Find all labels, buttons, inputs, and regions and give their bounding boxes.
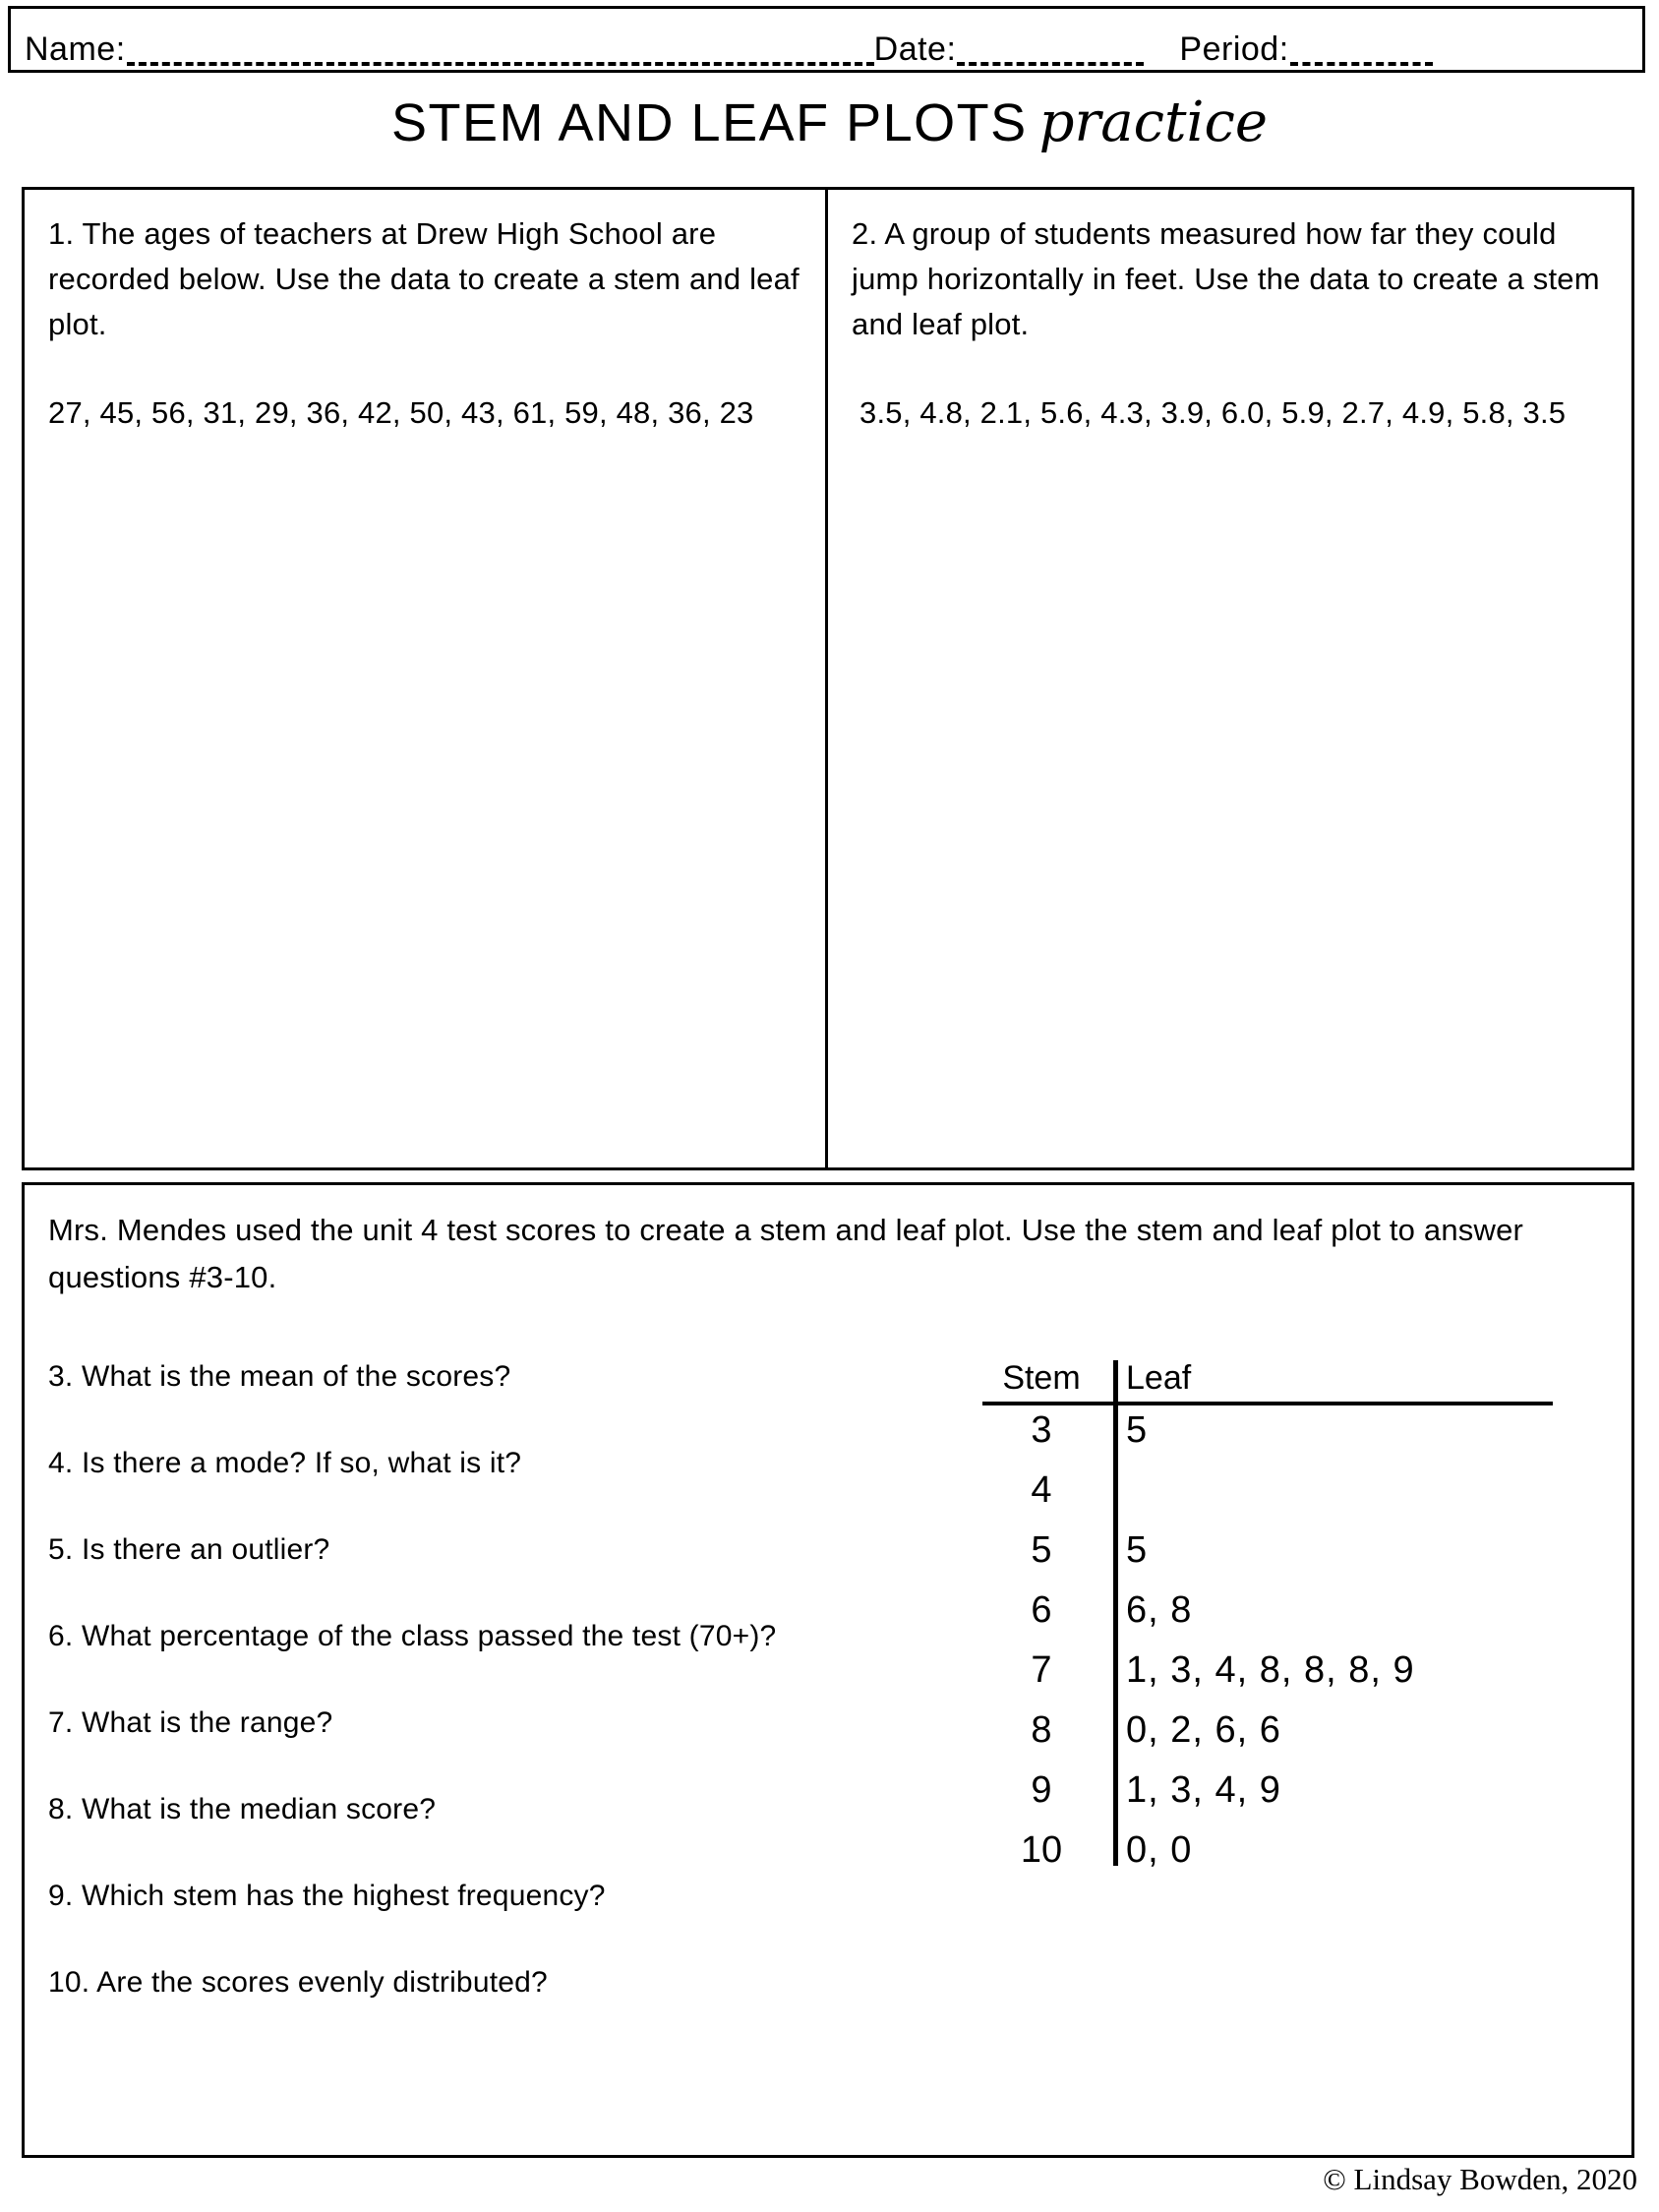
stem-and-leaf-plot — [963, 1358, 1608, 2051]
worksheet-title — [0, 90, 1659, 154]
stem-leaf-row — [982, 1591, 1553, 1651]
question-item-5: 5. Is there an outlier? — [48, 1533, 330, 1566]
title-main-text: STEM AND LEAF PLOTS — [391, 93, 1028, 152]
question-item-3: 3. What is the mean of the scores? — [48, 1360, 511, 1393]
stem-leaf-row — [982, 1831, 1553, 1891]
period-field-group — [1179, 32, 1432, 66]
leaf-values: 5 — [1126, 1409, 1149, 1451]
stem-leaf-row — [982, 1411, 1553, 1471]
name-input-line[interactable] — [127, 34, 874, 66]
leaf-values: 0, 2, 6, 6 — [1126, 1709, 1281, 1751]
period-label: Period: — [1179, 30, 1289, 68]
question-item-9: 9. Which stem has the highest frequency? — [48, 1880, 606, 1912]
top-problems-box — [22, 187, 1634, 1170]
problem-2-data: 3.5, 4.8, 2.1, 5.6, 4.3, 3.9, 6.0, 5.9, 2.7, 4.9, 5.8, 3.5 — [859, 395, 1567, 430]
stem-leaf-row — [982, 1531, 1553, 1591]
stem-value: 7 — [1031, 1649, 1052, 1691]
problem-1-data: 27, 45, 56, 31, 29, 36, 42, 50, 43, 61, 59, 48, 36, 23 — [48, 395, 754, 430]
leaf-values: 5 — [1126, 1529, 1149, 1571]
name-field-group — [25, 32, 874, 66]
period-input-line[interactable] — [1290, 34, 1433, 66]
stem-leaf-row — [982, 1771, 1553, 1831]
problem-1-prompt: 1. The ages of teachers at Drew High School are recorded below. Use the data to create a stem and leaf plot. — [48, 216, 800, 341]
copyright-notice: © Lindsay Bowden, 2020 — [1323, 2162, 1637, 2196]
date-label: Date: — [873, 30, 957, 68]
stem-value: 5 — [1031, 1529, 1052, 1571]
bottom-intro-text: Mrs. Mendes used the unit 4 test scores to create a stem and leaf plot. Use the stem and leaf plot to answer questions #3-10. — [48, 1213, 1524, 1294]
problem-2-cell — [828, 190, 1631, 1167]
stem-value: 6 — [1031, 1589, 1052, 1631]
problem-2-prompt: 2. A group of students measured how far they could jump horizontally in feet. Use the data to create a stem and leaf plot. — [852, 216, 1600, 341]
date-input-line[interactable] — [957, 34, 1144, 66]
title-script-text: practice — [1038, 90, 1268, 154]
stem-value: 3 — [1031, 1409, 1052, 1451]
stem-value: 8 — [1031, 1709, 1052, 1751]
date-field-group — [874, 32, 1145, 66]
leaf-values: 1, 3, 4, 9 — [1126, 1769, 1281, 1811]
question-item-10: 10. Are the scores evenly distributed? — [48, 1966, 548, 1999]
stem-value: 9 — [1031, 1769, 1052, 1811]
stem-value: 4 — [1031, 1469, 1052, 1511]
problem-1-cell — [25, 190, 828, 1167]
bottom-problems-box — [22, 1182, 1634, 2158]
questions-list — [48, 1358, 963, 2051]
stem-column-header: Stem — [1002, 1359, 1081, 1397]
name-label: Name: — [25, 30, 126, 68]
stem-leaf-row — [982, 1711, 1553, 1771]
question-item-4: 4. Is there a mode? If so, what is it? — [48, 1447, 522, 1479]
stem-leaf-row — [982, 1471, 1553, 1531]
bottom-content-row — [48, 1358, 1608, 2051]
stem-and-leaf-header-row — [982, 1358, 1553, 1402]
stem-value: 10 — [1020, 1829, 1063, 1871]
leaf-column-header: Leaf — [1126, 1359, 1192, 1397]
stem-and-leaf-inner — [982, 1358, 1553, 1891]
question-item-8: 8. What is the median score? — [48, 1793, 437, 1825]
student-info-bar — [8, 6, 1645, 73]
question-item-7: 7. What is the range? — [48, 1706, 333, 1739]
leaf-values: 1, 3, 4, 8, 8, 8, 9 — [1126, 1649, 1415, 1691]
leaf-values: 0, 0 — [1126, 1829, 1193, 1871]
stem-and-leaf-body — [982, 1405, 1553, 1891]
leaf-values: 6, 8 — [1126, 1589, 1193, 1631]
stem-leaf-row — [982, 1651, 1553, 1711]
question-item-6: 6. What percentage of the class passed the test (70+)? — [48, 1620, 777, 1652]
